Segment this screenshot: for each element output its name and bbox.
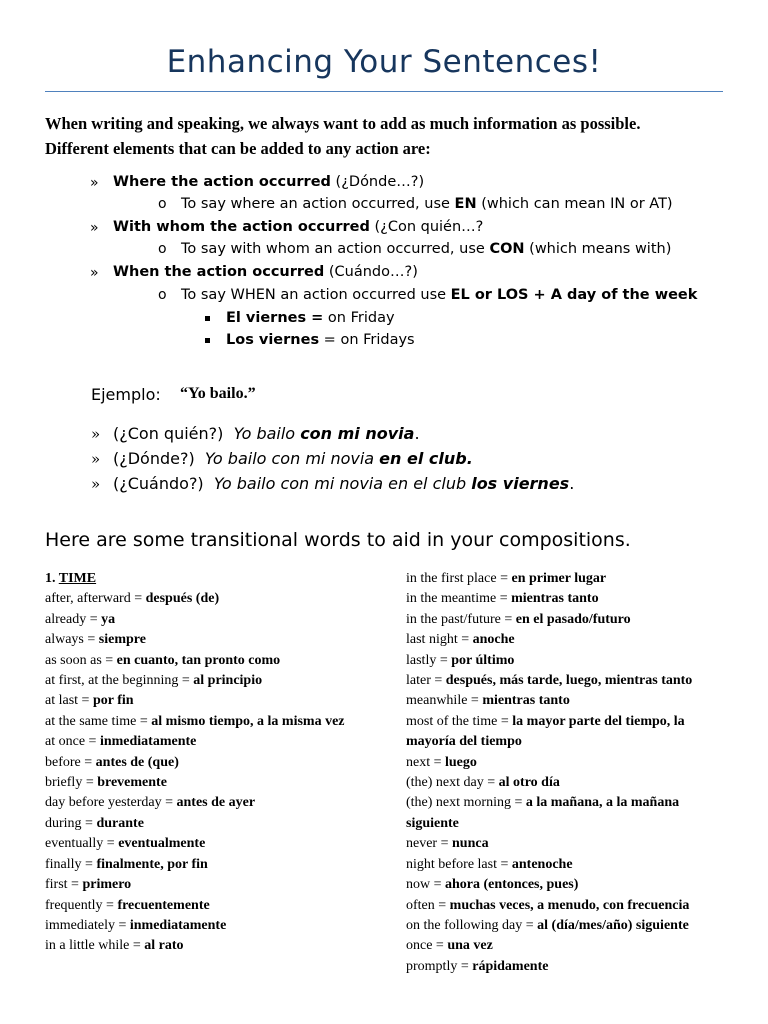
detail-keyword: EL or LOS + A day of the week: [450, 287, 698, 303]
element-where-detail: [181, 196, 673, 212]
spanish-term: primero: [82, 877, 132, 893]
english-term: in the first place =: [406, 571, 512, 586]
word-pair: [406, 651, 722, 671]
english-term: frequently =: [45, 897, 118, 913]
item-label: Los viernes: [226, 332, 320, 348]
word-pair: [406, 855, 722, 875]
example-addition: con mi novia: [300, 424, 415, 443]
item-label: El viernes =: [226, 310, 324, 326]
spanish-term: eventualmente: [118, 836, 206, 852]
english-term: on the following day =: [406, 917, 538, 933]
spanish-term: ahora (entonces, pues): [445, 877, 579, 893]
word-pair: [406, 957, 722, 977]
word-pair: [45, 610, 357, 630]
square-bullet-icon: [205, 316, 210, 321]
example-question: (¿Con quién?): [113, 424, 224, 443]
spanish-term: anoche: [472, 632, 515, 648]
example-end: .: [569, 474, 575, 493]
example-sentence: Yo bailo: [233, 424, 301, 443]
english-term: already =: [45, 611, 102, 627]
word-pair: [406, 834, 722, 854]
spanish-term: finalmente, por fin: [96, 856, 208, 872]
detail-text: (which can mean IN or AT): [476, 196, 673, 212]
arrow-bullet-icon: »: [90, 265, 99, 281]
english-term: most of the time =: [406, 713, 513, 729]
english-term: day before yesterday =: [45, 795, 177, 811]
spanish-term: luego: [445, 754, 477, 770]
arrow-bullet-icon: »: [90, 220, 99, 236]
word-pair: [45, 589, 357, 609]
word-pair: [406, 569, 722, 589]
spanish-term: muchas veces, a menudo, con frecuencia: [449, 897, 690, 913]
spanish-term: a la mañana, a la mañana siguiente: [406, 795, 680, 831]
word-pair: [406, 916, 722, 936]
element-when: [113, 264, 418, 280]
word-pair: [406, 936, 722, 956]
english-term: before =: [45, 754, 96, 770]
el-viernes-item: [226, 310, 395, 326]
english-term: in a little while =: [45, 938, 145, 954]
example-line: [113, 424, 420, 443]
element-label: Where the action occurred: [113, 174, 331, 190]
spanish-term: mientras tanto: [482, 693, 570, 709]
spanish-term: al principio: [193, 673, 263, 689]
word-pair: [45, 834, 357, 854]
word-pair: [406, 691, 722, 711]
example-end: .: [414, 424, 420, 443]
element-hint: (¿Con quién…?: [369, 219, 484, 235]
circle-bullet-icon: o: [158, 241, 167, 257]
section-name: TIME: [58, 571, 97, 586]
english-term: in the meantime =: [406, 591, 512, 607]
english-term: at the same time =: [45, 713, 152, 729]
page-title: Enhancing Your Sentences!: [166, 44, 602, 80]
word-pair: [45, 753, 357, 773]
english-term: after, afterward =: [45, 591, 146, 607]
english-term: briefly =: [45, 775, 98, 791]
english-term: last night =: [406, 632, 473, 648]
word-pair: [45, 712, 357, 732]
spanish-term: nunca: [452, 836, 489, 852]
word-pair: [406, 773, 722, 793]
example-sentence: Yo bailo con mi novia: [204, 449, 380, 468]
word-pair: [45, 896, 357, 916]
english-term: during =: [45, 815, 97, 831]
spanish-term: al mismo tiempo, a la misma vez: [151, 713, 345, 729]
spanish-term: antes de (que): [95, 754, 179, 770]
element-when-detail: [181, 287, 697, 303]
word-pair: [406, 875, 722, 895]
word-pair: [45, 630, 357, 650]
element-with-whom-detail: [181, 241, 671, 257]
example-line: [113, 449, 473, 468]
example-colon: :: [155, 385, 161, 404]
spanish-term: después, más tarde, luego, mientras tanto: [445, 673, 693, 689]
spanish-term: al (día/mes/año) siguiente: [537, 917, 689, 933]
spanish-term: al rato: [144, 938, 184, 954]
word-pair: [45, 916, 357, 936]
item-meaning: on Friday: [323, 310, 395, 326]
word-pair: [406, 671, 722, 691]
english-term: immediately =: [45, 917, 130, 933]
english-term: as soon as =: [45, 652, 117, 668]
spanish-term: al otro día: [498, 775, 560, 791]
word-pair: [45, 814, 357, 834]
example-quote: “Yo bailo.”: [180, 385, 256, 402]
detail-text: To say WHEN an action occurred use: [181, 287, 451, 303]
transition-words-left: [45, 569, 357, 957]
element-label: When the action occurred: [113, 264, 325, 280]
word-pair: [45, 691, 357, 711]
transition-words-right: [406, 569, 722, 977]
english-term: at first, at the beginning =: [45, 673, 194, 689]
word-pair: [45, 855, 357, 875]
english-term: eventually =: [45, 836, 119, 852]
example-question: (¿Cuándo?): [113, 474, 204, 493]
word-pair: [45, 651, 357, 671]
word-pair: [406, 589, 722, 609]
word-pair: [406, 793, 722, 834]
spanish-term: en el pasado/futuro: [515, 611, 631, 627]
word-pair: [45, 671, 357, 691]
english-term: first =: [45, 877, 83, 893]
english-term: promptly =: [406, 958, 473, 974]
example-sentence: Yo bailo con mi novia en el club: [213, 474, 472, 493]
intro-paragraph: [45, 112, 725, 161]
word-pair: [406, 630, 722, 650]
element-with-whom: [113, 219, 483, 235]
los-viernes-item: [226, 332, 415, 348]
spanish-term: inmediatamente: [129, 917, 227, 933]
element-hint: (¿Dónde…?): [330, 174, 425, 190]
example-addition: en el club.: [379, 449, 473, 468]
english-term: (the) next morning =: [406, 795, 526, 811]
english-term: in the past/future =: [406, 611, 516, 627]
english-term: never =: [406, 836, 452, 852]
spanish-term: por último: [451, 652, 515, 668]
word-pair: [45, 732, 357, 752]
spanish-term: frecuentemente: [117, 897, 210, 913]
word-pair: [45, 773, 357, 793]
spanish-term: durante: [96, 815, 144, 831]
english-term: (the) next day =: [406, 775, 499, 791]
detail-text: To say with whom an action occurred, use: [181, 241, 490, 257]
example-question: (¿Dónde?): [113, 449, 195, 468]
word-pair: [45, 936, 357, 956]
english-term: meanwhile =: [406, 693, 483, 709]
word-pair: [45, 793, 357, 813]
intro-line: When writing and speaking, we always want to add as much information as possible.: [45, 114, 641, 133]
intro-line: Different elements that can be added to any action are:: [45, 138, 431, 158]
word-pair: [406, 753, 722, 773]
arrow-bullet-icon: »: [91, 450, 101, 468]
word-pair: [406, 896, 722, 916]
word-pair: [406, 712, 722, 753]
arrow-bullet-icon: »: [90, 175, 99, 191]
english-term: at last =: [45, 693, 93, 709]
element-hint: (Cuándo…?): [324, 264, 418, 280]
spanish-term: antes de ayer: [176, 795, 256, 811]
english-term: now =: [406, 877, 446, 893]
circle-bullet-icon: o: [158, 196, 167, 212]
section-number: 1.: [45, 571, 59, 586]
english-term: lastly =: [406, 652, 452, 668]
arrow-bullet-icon: »: [91, 475, 101, 493]
example-line: [113, 474, 574, 493]
spanish-term: ya: [101, 611, 116, 627]
detail-keyword: CON: [489, 241, 525, 257]
spanish-term: mientras tanto: [511, 591, 599, 607]
english-term: often =: [406, 897, 450, 913]
spanish-term: una vez: [447, 938, 493, 954]
english-term: once =: [406, 938, 448, 954]
example-label-text: Ejemplo: [91, 385, 156, 404]
spanish-term: antenoche: [511, 856, 573, 872]
spanish-term: después (de): [145, 591, 220, 607]
spanish-term: en cuanto, tan pronto como: [116, 652, 281, 668]
section-heading: [45, 569, 357, 589]
example-label: [91, 385, 161, 404]
title-divider: [45, 91, 723, 92]
element-label: With whom the action occurred: [113, 219, 370, 235]
spanish-term: brevemente: [97, 775, 167, 791]
arrow-bullet-icon: »: [91, 425, 101, 443]
spanish-term: inmediatamente: [99, 734, 197, 750]
transitional-heading: Here are some transitional words to aid in your compositions.: [45, 529, 631, 551]
english-term: later =: [406, 673, 446, 689]
detail-keyword: EN: [454, 196, 477, 212]
spanish-term: siempre: [98, 632, 146, 648]
english-term: always =: [45, 632, 99, 648]
word-pair: [45, 875, 357, 895]
spanish-term: rápidamente: [472, 958, 549, 974]
square-bullet-icon: [205, 338, 210, 343]
item-meaning: = on Fridays: [319, 332, 415, 348]
spanish-term: en primer lugar: [511, 571, 607, 586]
spanish-term: la mayor parte del tiempo, la mayoría del tiempo: [406, 713, 685, 750]
spanish-term: por fin: [92, 693, 134, 709]
circle-bullet-icon: o: [158, 287, 167, 303]
element-where: [113, 174, 424, 190]
example-addition: los viernes: [471, 474, 570, 493]
english-term: next =: [406, 754, 445, 770]
detail-text: To say where an action occurred, use: [181, 196, 455, 212]
word-pair: [406, 610, 722, 630]
english-term: night before last =: [406, 856, 512, 872]
english-term: finally =: [45, 856, 97, 872]
detail-text: (which means with): [524, 241, 672, 257]
english-term: at once =: [45, 734, 100, 750]
